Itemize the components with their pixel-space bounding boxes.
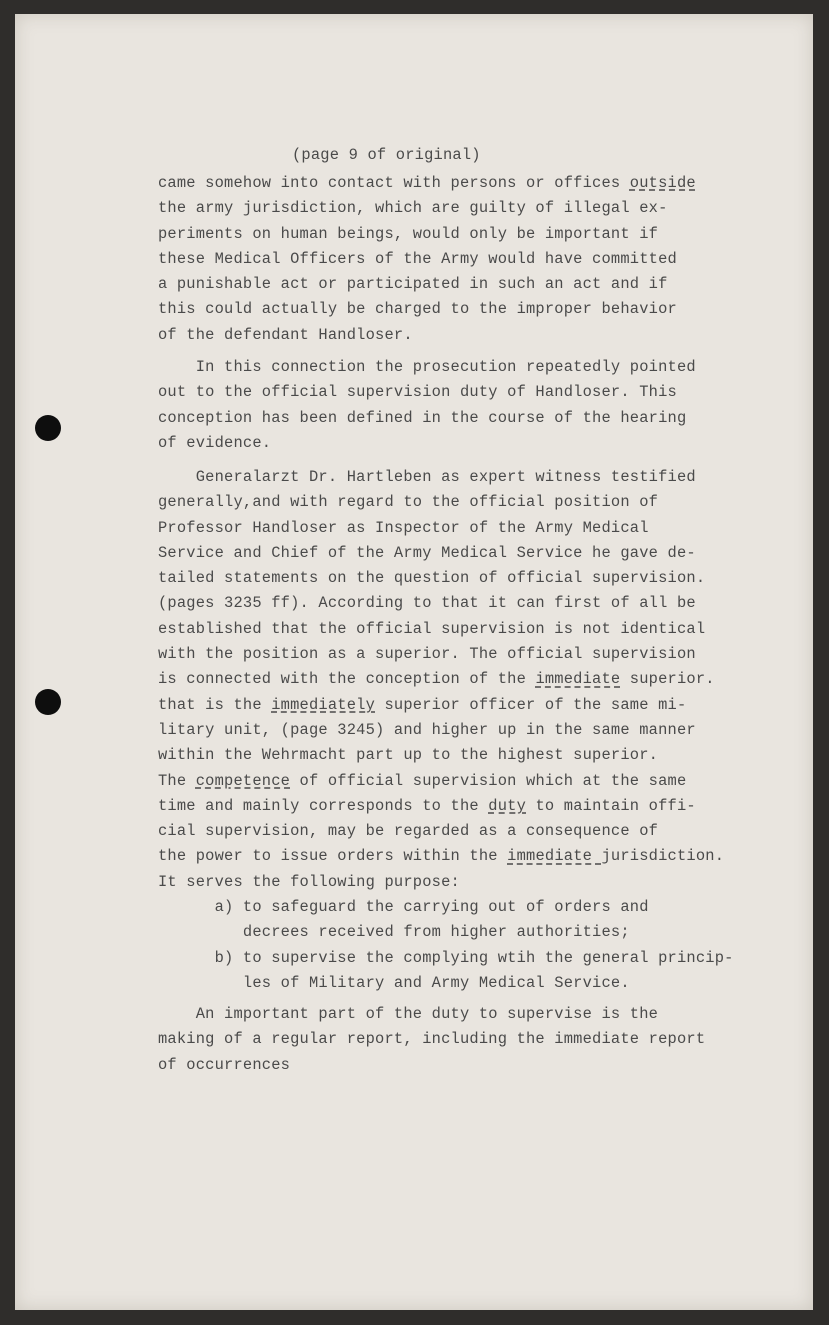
text-run: Professor Handloser as Inspector of the Army Medical (158, 518, 649, 537)
text-line: In this connection the prosecution repeatedly pointed (158, 358, 696, 376)
paragraph-2 (158, 355, 696, 456)
text-line (158, 870, 734, 895)
underlined-word: immediately (271, 695, 376, 714)
text-run: this could actually be charged to the improper behavior (158, 300, 677, 319)
text-line (158, 769, 734, 794)
text-run: that is the (158, 695, 272, 714)
underlined-word: immediate (507, 847, 602, 866)
text-run: these Medical Officers of the Army would have committed (158, 249, 677, 268)
text-line (158, 819, 734, 844)
text-run: jurisdiction. (601, 847, 725, 866)
text-run: established that the official supervision is not identical (158, 619, 706, 638)
text-run: generally,and with regard to the official position of (158, 493, 659, 512)
text-line (158, 541, 734, 566)
text-run: the army jurisdiction, which are guilty of illegal ex- (158, 199, 668, 218)
text-line (158, 718, 734, 743)
punch-hole (35, 415, 61, 441)
text-run: decrees received from higher authorities; (158, 923, 630, 942)
text-line: of evidence. (158, 433, 272, 452)
paragraph-1 (158, 171, 696, 348)
text-line: An important part of the duty to supervise is the (158, 1005, 659, 1023)
paragraph-3 (158, 465, 734, 996)
text-line (158, 667, 734, 692)
text-line (158, 490, 734, 515)
underlined-word: immediate (535, 670, 621, 689)
text-run: time and mainly corresponds to the (158, 796, 489, 815)
text-line (158, 222, 696, 247)
text-line (158, 171, 696, 196)
text-line: making of a regular report, including the immediate report (158, 1030, 706, 1049)
text-run: Generalarzt Dr. Hartleben as expert witness testified (158, 468, 696, 486)
text-line: of occurrences (158, 1055, 291, 1074)
text-run: tailed statements on the question of official supervision. (158, 569, 706, 588)
text-line (158, 617, 734, 642)
text-line (158, 844, 734, 869)
text-line (158, 920, 734, 945)
text-run: litary unit, (page 3245) and higher up in the same manner (158, 720, 696, 739)
paragraph-4 (158, 1002, 705, 1078)
text-run: superior. (620, 670, 715, 689)
text-line (158, 743, 734, 768)
text-run: The (158, 771, 196, 790)
text-line (158, 566, 734, 591)
text-line (158, 323, 696, 348)
text-run: Service and Chief of the Army Medical Service he gave de- (158, 543, 696, 562)
text-run: (pages 3235 ff). According to that it can first of all be (158, 594, 696, 613)
text-line (158, 516, 734, 541)
text-run: of official supervision which at the same (290, 771, 687, 790)
text-line (158, 895, 734, 920)
text-line (158, 297, 696, 322)
underlined-word: outside (629, 174, 696, 192)
underlined-word: duty (488, 796, 527, 815)
text-run: with the position as a superior. The official supervision (158, 645, 696, 664)
text-line: conception has been defined in the course of the hearing (158, 408, 687, 427)
text-run: came somehow into contact with persons or offices (158, 174, 630, 192)
text-run: cial supervision, may be regarded as a consequence of (158, 822, 659, 841)
text-run: the power to issue orders within the (158, 847, 508, 866)
text-run: les of Military and Army Medical Service. (158, 973, 630, 992)
text-line (158, 196, 696, 221)
text-line: out to the official supervision duty of Handloser. This (158, 383, 677, 402)
text-line (158, 591, 734, 616)
text-run: of the defendant Handloser. (158, 325, 413, 344)
text-line (158, 642, 734, 667)
text-line (158, 465, 734, 490)
text-run: is connected with the conception of the (158, 670, 536, 689)
text-line (158, 272, 696, 297)
text-line (158, 971, 734, 996)
punch-hole (35, 689, 61, 715)
text-line (158, 946, 734, 971)
text-run: a) to safeguard the carrying out of orders and (158, 898, 649, 917)
underlined-word: competence (195, 771, 291, 790)
page-header: (page 9 of original) (292, 146, 481, 164)
text-run: to maintain offi- (526, 796, 696, 815)
text-run: a punishable act or participated in such an act and if (158, 275, 668, 294)
text-line (158, 794, 734, 819)
text-run: b) to supervise the complying wtih the general princip- (158, 948, 734, 967)
text-run: It serves the following purpose: (158, 872, 460, 891)
text-line (158, 247, 696, 272)
text-run: within the Wehrmacht part up to the highest superior. (158, 746, 659, 765)
text-run: superior officer of the same mi- (375, 695, 687, 714)
text-line (158, 693, 734, 718)
text-run: periments on human beings, would only be important if (158, 224, 659, 243)
